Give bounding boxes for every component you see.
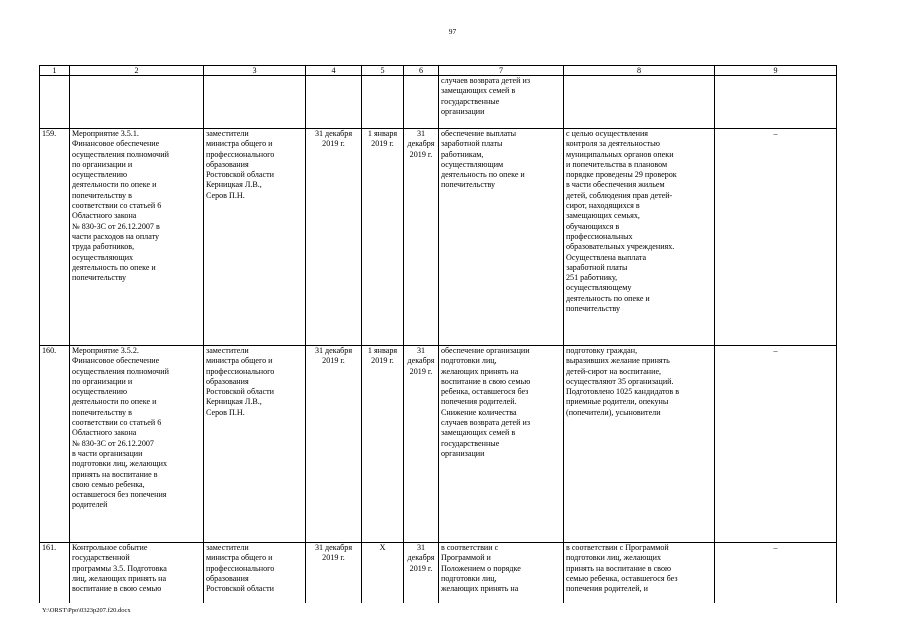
- expected-result-cell: обеспечение организации подготовки лиц, желающих принять на воспитание в свою семью ребенка, оставшегося без попечения родителей. Снижение количества случаев возврата детей из замещающих семей в государственные организации: [439, 346, 564, 543]
- table-row: [40, 129, 837, 346]
- column-header: 9: [715, 66, 837, 76]
- end-date-cell: 31 декабря 2019 г.: [404, 129, 439, 346]
- expected-result-cell: обеспечение выплаты заработной платы работникам, осуществляющим деятельность по опеке и попечительству: [439, 129, 564, 346]
- note-cell: –: [773, 346, 778, 355]
- actual-result-cell: с целью осуществления контроля за деятельностью муниципальных органов опеки и попечительства в плановом порядке проведены 29 проверок в части обеспечения жильем детей, соблюдения прав детей- сирот, находящихся в замещающих семьях, обучающихся в профессиональных образовательных учреждениях. Осуществлена выплата заработной платы 251 работнику, осуществляющему деятельность по опеке и попечительству: [564, 129, 715, 346]
- column-header: 6: [404, 66, 439, 76]
- responsible-cell: заместители министра общего и профессионального образования Ростовской области: [204, 543, 306, 604]
- start-date-cell: 1 января 2019 г.: [362, 346, 404, 543]
- event-cell: Контрольное событие государственной программы 3.5. Подготовка лиц, желающих принять на воспитание в свою семью: [70, 543, 204, 604]
- column-header: 7: [439, 66, 564, 76]
- plan-date-cell: 31 декабря 2019 г.: [306, 129, 362, 346]
- table-row: [40, 346, 837, 543]
- continued-row: [40, 76, 837, 129]
- row-number: 160.: [40, 346, 70, 543]
- start-date-cell: 1 января 2019 г.: [362, 129, 404, 346]
- note-cell: –: [773, 543, 778, 552]
- end-date-cell: 31 декабря 2019 г.: [404, 543, 439, 604]
- event-cell: Мероприятие 3.5.1. Финансовое обеспечение осуществления полномочий по организации и осуществлению деятельности по опеке и попечительству в соответствии со статьей 6 Областного закона № 830-ЗС от 26.12.2007 в части расходов на оплату труда работников, осуществляющих деятельность по опеке и попечительству: [70, 129, 204, 346]
- actual-result-cell: в соответствии с Программой подготовки лиц, желающих принять на воспитание в свою семью ребенка, оставшегося без попечения родителей, и: [564, 543, 715, 604]
- column-header: 2: [70, 66, 204, 76]
- table-row: [40, 543, 837, 604]
- column-header: 5: [362, 66, 404, 76]
- report-table: [39, 65, 837, 603]
- plan-date-cell: 31 декабря 2019 г.: [306, 543, 362, 604]
- column-number-row: [40, 66, 837, 76]
- start-date-cell: X: [362, 543, 404, 604]
- column-header: 8: [564, 66, 715, 76]
- actual-result-cell: подготовку граждан, выразивших желание принять детей-сирот на воспитание, осуществляют 35 организаций. Подготовлено 1025 кандидатов в приемные родители, опекуны (попечители), усыновители: [564, 346, 715, 543]
- row-number: 161.: [40, 543, 70, 604]
- responsible-cell: заместители министра общего и профессионального образования Ростовской области Керницкая Л.В., Серов П.Н.: [204, 129, 306, 346]
- row-number: 159.: [40, 129, 70, 346]
- file-path-footer: Y:\ORST\Ppo\0323p207.f20.docx: [42, 607, 131, 614]
- column-header: 4: [306, 66, 362, 76]
- plan-date-cell: 31 декабря 2019 г.: [306, 346, 362, 543]
- page-number: 97: [448, 27, 457, 36]
- event-cell: Мероприятие 3.5.2. Финансовое обеспечение осуществления полномочий по организации и осуществлению деятельности по опеке и попечительству в соответствии со статьей 6 Областного закона № 830-ЗС от 26.12.2007 в части организации подготовки лиц, желающих принять на воспитание в свою семью ребенка, оставшегося без попечения родителей: [70, 346, 204, 543]
- expected-result-cell: случаев возврата детей из замещающих семей в государственные организации: [439, 76, 564, 129]
- responsible-cell: заместители министра общего и профессионального образования Ростовской области Керницкая Л.В., Серов П.Н.: [204, 346, 306, 543]
- column-header: 1: [40, 66, 70, 76]
- end-date-cell: 31 декабря 2019 г.: [404, 346, 439, 543]
- expected-result-cell: в соответствии с Программой и Положением о порядке подготовки лиц, желающих принять на: [439, 543, 564, 604]
- note-cell: –: [773, 129, 778, 138]
- column-header: 3: [204, 66, 306, 76]
